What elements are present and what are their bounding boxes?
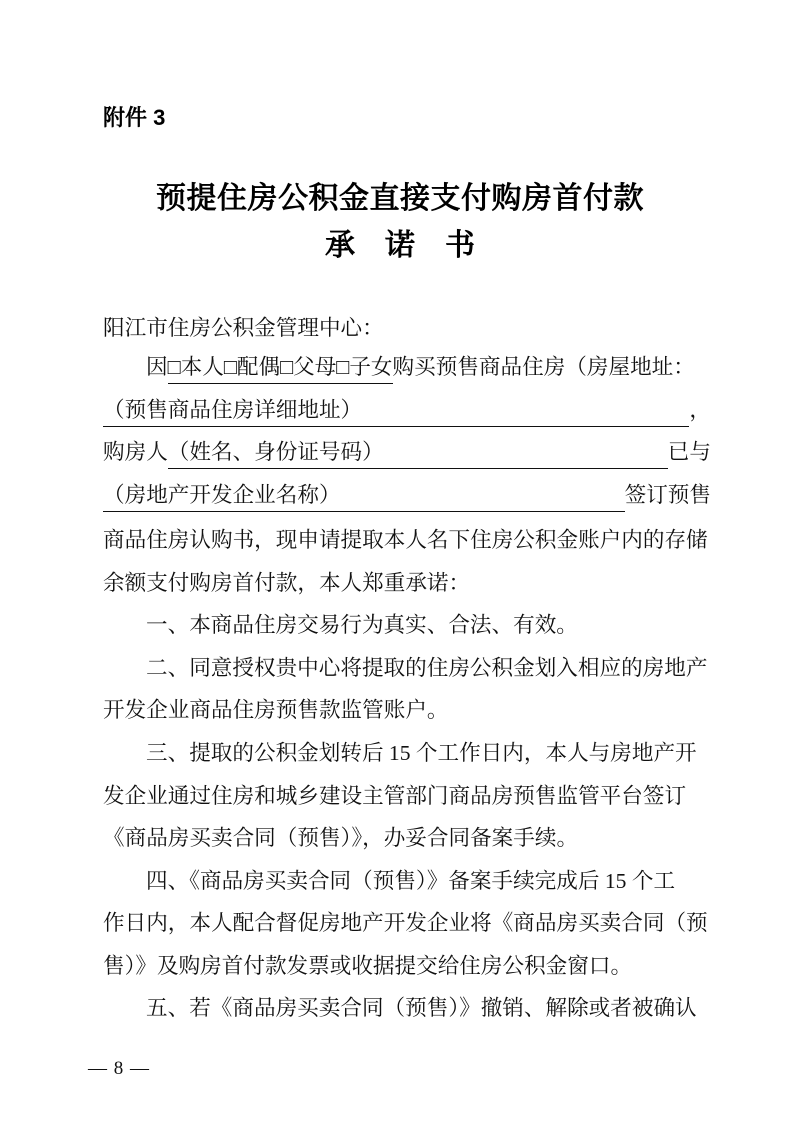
underlined-segment: （房地产开发企业名称） (103, 482, 341, 512)
salutation-line (103, 303, 711, 346)
clause-1-line-1 (103, 601, 711, 644)
text-segment: 签订预售 (624, 482, 711, 507)
text-segment: 阳江市住房公积金管理中心： (103, 315, 384, 340)
document-body (103, 303, 711, 1026)
underlined-segment: □本人□配偶□父母□子女 (168, 354, 393, 384)
title-line-2: 承 诺 书 (325, 229, 475, 262)
intro-line-1 (103, 516, 711, 559)
address-blank-line (103, 388, 711, 431)
body-line-content (103, 397, 711, 427)
body-line-content (103, 995, 711, 1022)
body-line-content (103, 439, 711, 469)
body-line-content (103, 697, 711, 724)
clause-4-line-2 (103, 899, 711, 942)
underlined-segment: （预售商品住房详细地址） (103, 397, 362, 427)
text-segment: 三、提取的公积金划转后 15 个工作日内，本人与房地产开 (146, 741, 697, 766)
text-segment: 二、同意授权贵中心将提取的住房公积金划入相应的房地产 (146, 655, 708, 680)
text-segment: 《商品房买卖合同（预售）》，办妥合同备案手续。 (103, 826, 579, 851)
buyer-blank-line (103, 431, 711, 474)
body-line-content (103, 868, 711, 895)
text-segment: 五、若《商品房买卖合同（预售）》撤销、解除或者被确认 (146, 996, 697, 1021)
text-segment: 余额支付购房首付款，本人郑重承诺： (103, 570, 471, 595)
text-segment: 售）》及购房首付款发票或收据提交给住房公积金窗口。 (103, 953, 633, 978)
blank-fill-line (341, 482, 625, 512)
clause-2-line-1 (103, 643, 711, 686)
body-line-content (103, 527, 711, 554)
body-line-content (103, 482, 711, 512)
clause-5-line-1 (103, 984, 711, 1027)
text-segment: 一、本商品住房交易行为真实、合法、有效。 (146, 613, 578, 638)
text-segment: ， (689, 397, 711, 422)
blank-fill-line (384, 439, 668, 469)
body-line-content (103, 354, 711, 384)
text-segment: 开发企业商品住房预售款监管账户。 (103, 698, 449, 723)
developer-blank-line (103, 473, 711, 516)
blank-fill-line (362, 397, 689, 427)
text-segment: 已与 (667, 440, 711, 465)
document-title (0, 183, 800, 262)
body-line-content (103, 910, 711, 937)
body-line-content (103, 655, 711, 682)
text-segment: 购房人 (103, 440, 168, 465)
text-segment: 因 (146, 355, 168, 380)
intro-line-2 (103, 558, 711, 601)
relation-checkbox-line (103, 346, 711, 389)
clause-3-line-2 (103, 771, 711, 814)
body-line-content (103, 783, 711, 810)
body-line-content (103, 570, 711, 597)
text-segment: 作日内，本人配合督促房地产开发企业将《商品房买卖合同（预 (103, 911, 708, 936)
attachment-label: 附件 3 (103, 105, 166, 130)
body-line-content (103, 315, 711, 342)
body-line-content (103, 825, 711, 852)
text-segment: 商品住房认购书，现申请提取本人名下住房公积金账户内的存储 (103, 528, 708, 553)
body-line-content (103, 740, 711, 767)
body-line-content (103, 953, 711, 980)
clause-4-line-1 (103, 856, 711, 899)
text-segment: 购买预售商品住房（房屋地址： (392, 355, 695, 380)
body-line-content (103, 612, 711, 639)
clause-3-line-1 (103, 728, 711, 771)
text-segment: 发企业通过住房和城乡建设主管部门商品房预售监管平台签订 (103, 783, 687, 808)
clause-4-line-3 (103, 941, 711, 984)
title-line-1: 预提住房公积金直接支付购房首付款 (156, 182, 644, 215)
text-segment: 四、《商品房买卖合同（预售）》备案手续完成后 15 个工 (146, 868, 676, 893)
clause-3-line-3 (103, 814, 711, 857)
clause-2-line-2 (103, 686, 711, 729)
underlined-segment: （姓名、身份证号码） (168, 439, 384, 469)
page-number: — 8 — (88, 1058, 150, 1079)
